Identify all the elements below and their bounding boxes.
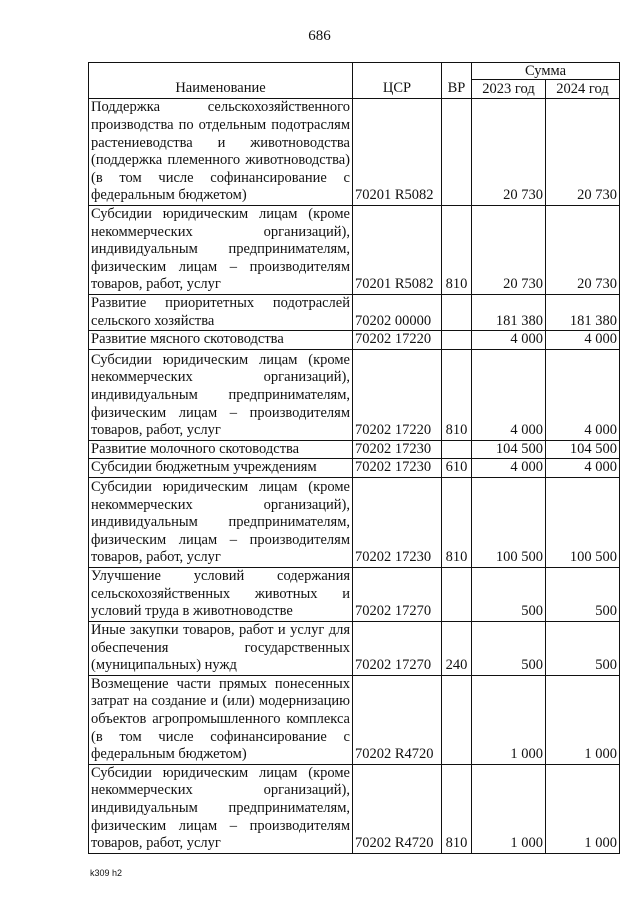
column-header-sum: Сумма — [472, 63, 620, 80]
row-csr: 70201 R5082 — [353, 99, 442, 206]
row-vr — [442, 675, 472, 764]
row-name: Развитие молочного скотоводства — [89, 440, 353, 459]
row-csr: 70202 17220 — [353, 349, 442, 440]
row-csr: 70202 17230 — [353, 440, 442, 459]
row-2023: 500 — [472, 567, 546, 621]
row-csr: 70202 17220 — [353, 331, 442, 350]
row-vr: 810 — [442, 206, 472, 295]
table-row — [89, 349, 620, 440]
row-2024: 20 730 — [546, 99, 620, 206]
row-name: Субсидии юридическим лицам (кроме некоммерческих организаций), индивидуальным предпринимателям, физическим лицам – производителям товаров, работ, услуг — [89, 206, 353, 295]
row-2024: 181 380 — [546, 295, 620, 331]
row-2023: 1 000 — [472, 764, 546, 853]
table-row — [89, 675, 620, 764]
row-csr: 70201 R5082 — [353, 206, 442, 295]
row-csr: 70202 17230 — [353, 477, 442, 567]
budget-table — [88, 62, 620, 854]
row-name: Возмещение части прямых понесенных затрат на создание и (или) модернизацию объектов агропромышленного комплекса (в том числе софинансирование с федеральным бюджетом) — [89, 675, 353, 764]
row-csr: 70202 R4720 — [353, 764, 442, 853]
row-2024: 1 000 — [546, 764, 620, 853]
document-code: k309 h2 — [90, 868, 123, 878]
row-vr — [442, 440, 472, 459]
table-row — [89, 440, 620, 459]
table-row — [89, 764, 620, 853]
row-vr: 810 — [442, 477, 472, 567]
row-csr: 70202 17270 — [353, 567, 442, 621]
row-csr: 70202 R4720 — [353, 675, 442, 764]
table-row — [89, 621, 620, 675]
page-number: 686 — [308, 28, 331, 44]
row-2023: 104 500 — [472, 440, 546, 459]
table-row — [89, 567, 620, 621]
row-vr: 810 — [442, 764, 472, 853]
row-2024: 100 500 — [546, 477, 620, 567]
column-header-csr: ЦСР — [353, 63, 442, 99]
row-2023: 4 000 — [472, 331, 546, 350]
row-2023: 4 000 — [472, 459, 546, 478]
row-name: Субсидии бюджетным учреждениям — [89, 459, 353, 478]
row-2023: 20 730 — [472, 206, 546, 295]
row-vr: 610 — [442, 459, 472, 478]
row-vr — [442, 295, 472, 331]
row-vr — [442, 99, 472, 206]
table-row — [89, 99, 620, 206]
row-2023: 20 730 — [472, 99, 546, 206]
row-name: Субсидии юридическим лицам (кроме некоммерческих организаций), индивидуальным предпринимателям, физическим лицам – производителям товаров, работ, услуг — [89, 477, 353, 567]
row-2023: 1 000 — [472, 675, 546, 764]
table-body — [89, 99, 620, 854]
row-name: Развитие мясного скотоводства — [89, 331, 353, 350]
column-header-2024: 2024 год — [546, 80, 620, 99]
row-2024: 500 — [546, 621, 620, 675]
row-csr: 70202 17230 — [353, 459, 442, 478]
row-name: Развитие приоритетных подотраслей сельского хозяйства — [89, 295, 353, 331]
row-vr — [442, 331, 472, 350]
table-row — [89, 459, 620, 478]
row-name: Иные закупки товаров, работ и услуг для обеспечения государственных (муниципальных) нужд — [89, 621, 353, 675]
row-2024: 4 000 — [546, 349, 620, 440]
column-header-name: Наименование — [89, 63, 353, 99]
row-csr: 70202 00000 — [353, 295, 442, 331]
row-2023: 4 000 — [472, 349, 546, 440]
row-name: Улучшение условий содержания сельскохозяйственных животных и условий труда в животноводстве — [89, 567, 353, 621]
row-2024: 500 — [546, 567, 620, 621]
row-vr: 810 — [442, 349, 472, 440]
row-2023: 181 380 — [472, 295, 546, 331]
row-2024: 20 730 — [546, 206, 620, 295]
table-header — [89, 63, 620, 99]
row-2024: 4 000 — [546, 459, 620, 478]
table-row — [89, 331, 620, 350]
column-header-vr: ВР — [442, 63, 472, 99]
table-row — [89, 206, 620, 295]
row-vr: 240 — [442, 621, 472, 675]
row-name: Субсидии юридическим лицам (кроме некоммерческих организаций), индивидуальным предпринимателям, физическим лицам – производителям товаров, работ, услуг — [89, 764, 353, 853]
row-name: Поддержка сельскохозяйственного производства по отдельным подотраслям растениеводства и животноводства (поддержка племенного животноводства) (в том числе софинансирование с федеральным бюджетом) — [89, 99, 353, 206]
table-row — [89, 477, 620, 567]
row-name: Субсидии юридическим лицам (кроме некоммерческих организаций), индивидуальным предпринимателям, физическим лицам – производителям товаров, работ, услуг — [89, 349, 353, 440]
row-2023: 500 — [472, 621, 546, 675]
column-header-2023: 2023 год — [472, 80, 546, 99]
row-csr: 70202 17270 — [353, 621, 442, 675]
row-2023: 100 500 — [472, 477, 546, 567]
row-2024: 104 500 — [546, 440, 620, 459]
row-2024: 4 000 — [546, 331, 620, 350]
row-2024: 1 000 — [546, 675, 620, 764]
table-row — [89, 295, 620, 331]
row-vr — [442, 567, 472, 621]
